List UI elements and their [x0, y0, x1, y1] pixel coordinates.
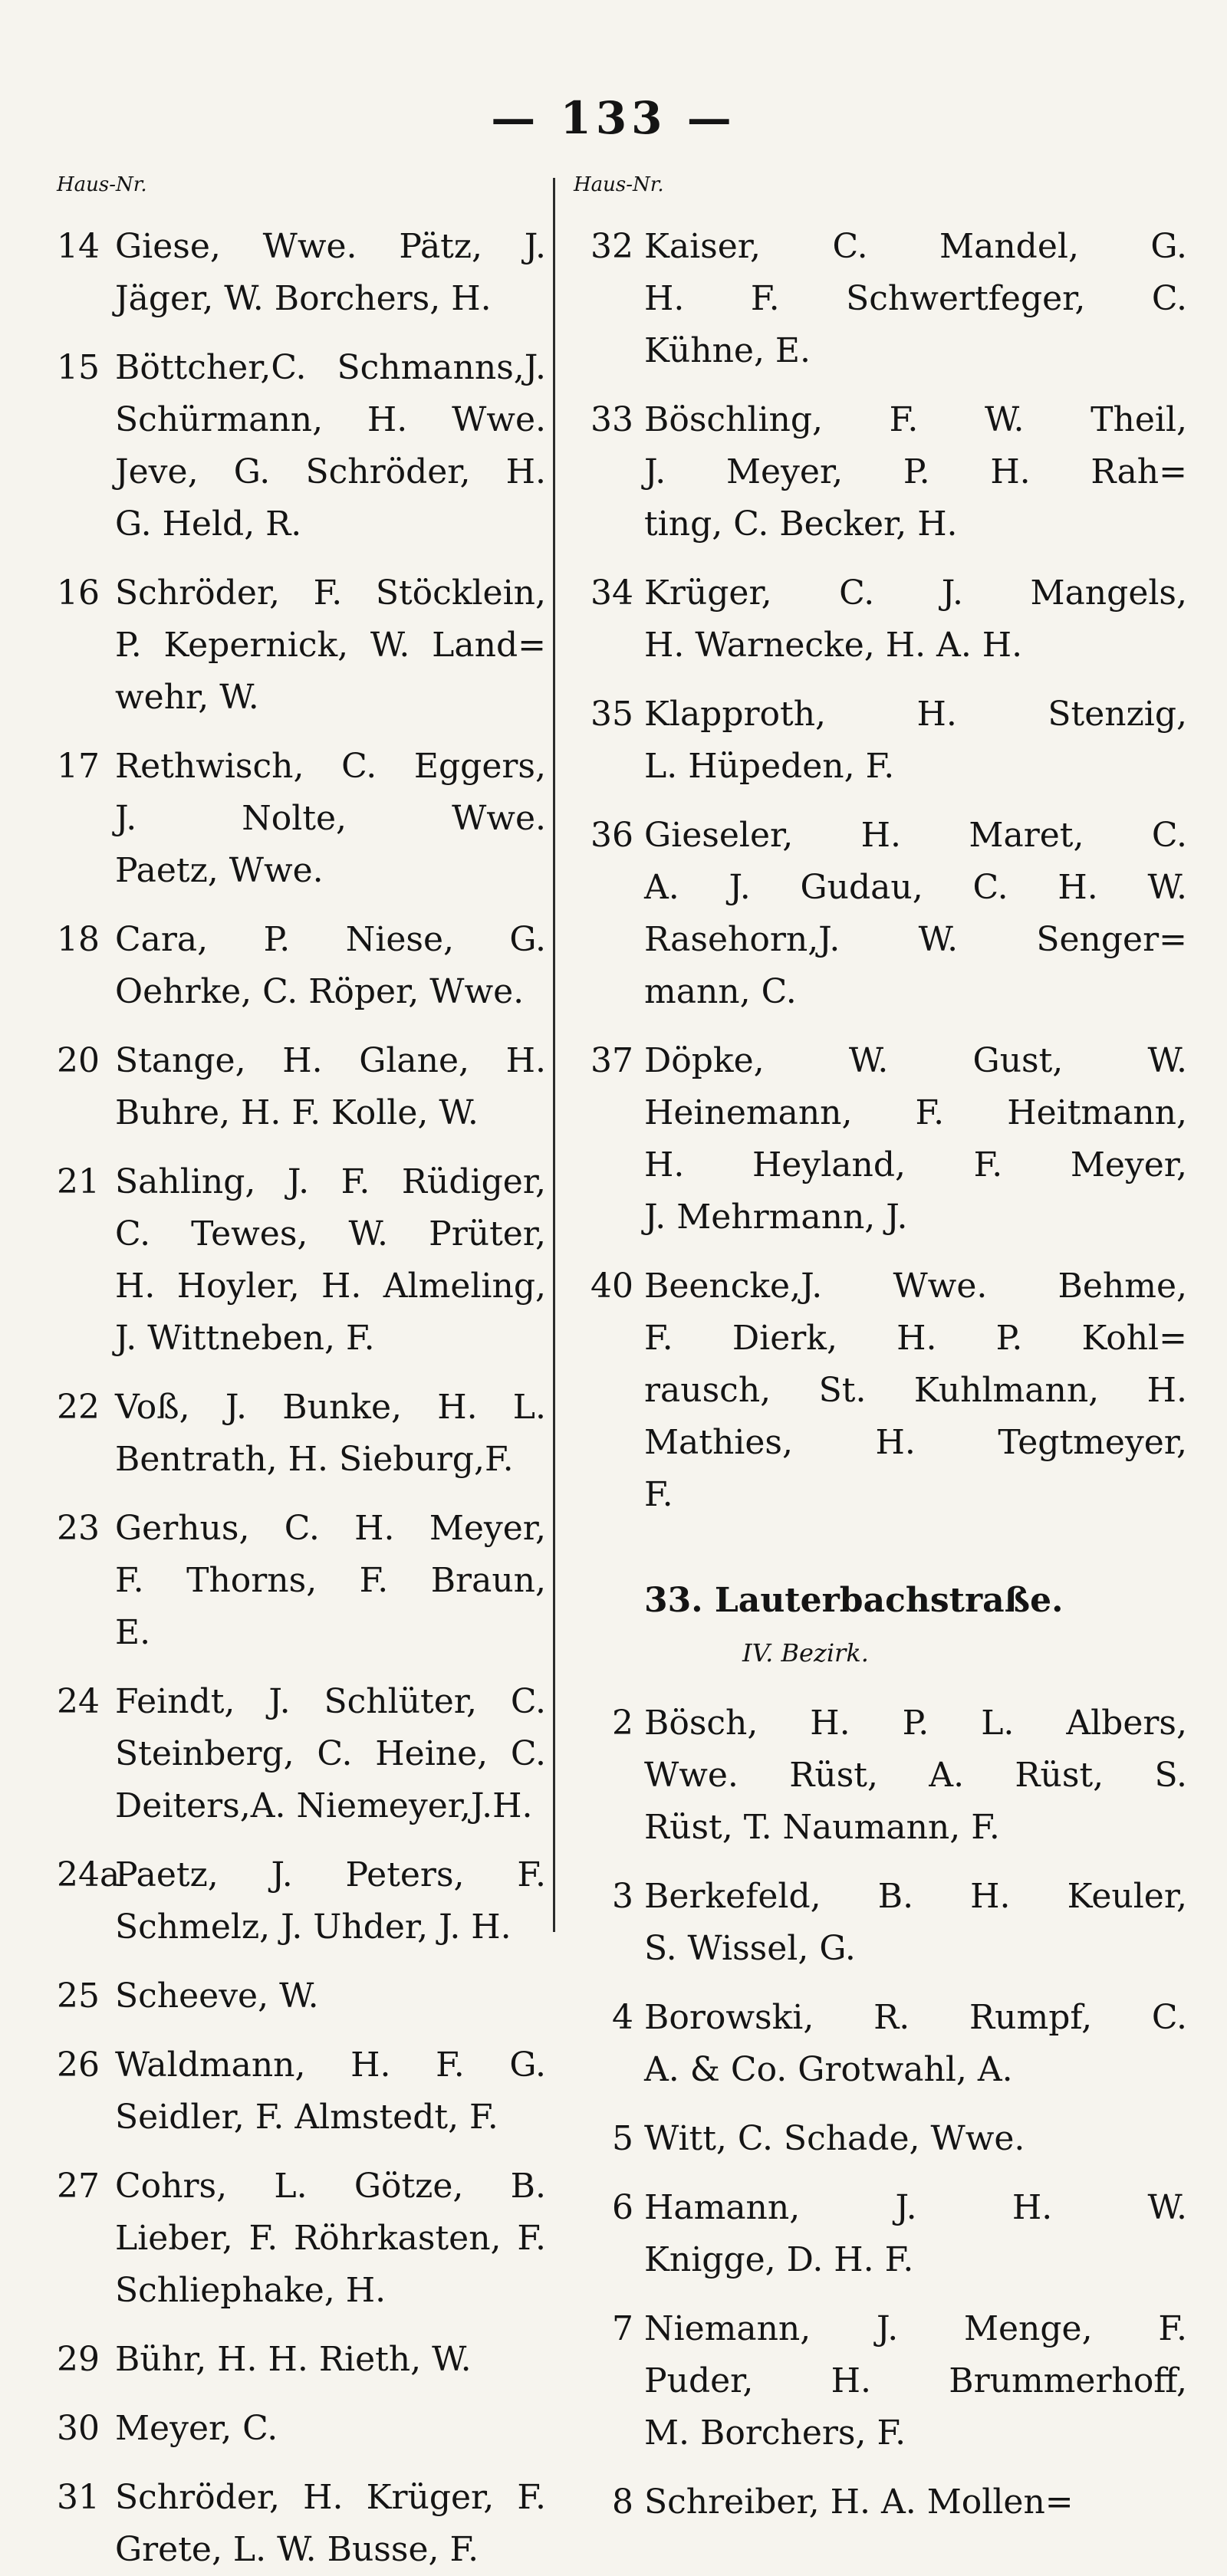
house-entry	[57, 342, 546, 550]
resident-line: Berkefeld, B. H. Keuler,	[644, 1877, 1187, 1916]
entry-gap	[57, 724, 546, 741]
resident-lines	[644, 394, 1187, 550]
resident-line: Feindt, J. Schlüter, C.	[115, 1682, 546, 1721]
house-entry	[574, 2303, 1187, 2459]
resident-line: Seidler, F. Almstedt, F.	[115, 2098, 498, 2137]
resident-lines	[115, 1970, 546, 2022]
entry-gap	[57, 325, 546, 342]
resident-line: Jäger, W. Borchers, H.	[115, 279, 492, 318]
entry-gap	[57, 1018, 546, 1035]
resident-line: C. Tewes, W. Prüter,	[115, 1214, 546, 1254]
entry-gap	[574, 2096, 1187, 2113]
resident-line: rausch, St. Kuhlmann, H.	[644, 1371, 1187, 1410]
resident-line: Schliephake, H.	[115, 2271, 387, 2310]
resident-line: Beencke,J. Wwe. Behme,	[644, 1267, 1187, 1306]
column-divider	[553, 178, 555, 1932]
resident-lines	[115, 1676, 546, 1832]
house-entry	[57, 1382, 546, 1486]
resident-line: Sahling, J. F. Rüdiger,	[115, 1162, 546, 1201]
resident-line: Meyer, C.	[115, 2409, 278, 2448]
house-number: 37	[590, 1041, 633, 1080]
resident-lines	[115, 1156, 546, 1365]
entry-gap	[574, 1018, 1187, 1035]
house-entry	[57, 2334, 546, 2386]
resident-line: Niemann, J. Menge, F.	[644, 2309, 1187, 2348]
resident-line: Rethwisch, C. Eggers,	[115, 747, 546, 786]
entry-gap	[574, 2165, 1187, 2182]
resident-line: Puder, H. Brummerhoff,	[644, 2361, 1187, 2400]
entry-gap	[574, 550, 1187, 567]
resident-line: F.	[644, 1475, 673, 1514]
house-entry	[574, 394, 1187, 550]
resident-line: Waldmann, H. F. G.	[115, 2045, 546, 2085]
house-number: 24a	[57, 1855, 120, 1894]
house-number: 6	[612, 2188, 633, 2227]
house-entry	[57, 221, 546, 325]
resident-lines	[644, 2476, 1187, 2528]
resident-lines	[644, 1697, 1187, 1854]
house-number-label-right: Haus-Nr.	[574, 173, 664, 196]
resident-lines	[115, 741, 546, 897]
resident-line: Schröder, F. Stöcklein,	[115, 573, 546, 613]
house-entry	[57, 2160, 546, 2317]
entry-gap	[57, 1139, 546, 1156]
resident-line: Schreiber, H. A. Mollen=	[644, 2482, 1074, 2522]
resident-lines	[644, 2182, 1187, 2286]
resident-line: H. Hoyler, H. Almeling,	[115, 1267, 546, 1306]
resident-line: Lieber, F. Röhrkasten, F.	[115, 2219, 546, 2258]
house-entry	[57, 1503, 546, 1659]
house-number: 23	[57, 1509, 100, 1548]
house-entry	[574, 2113, 1187, 2165]
house-number: 22	[57, 1388, 100, 1427]
resident-line: Buhre, H. F. Kolle, W.	[115, 1093, 479, 1132]
resident-lines	[115, 1035, 546, 1139]
resident-line: mann, C.	[644, 972, 797, 1011]
entry-gap	[574, 1975, 1187, 1992]
entry-gap	[57, 1365, 546, 1382]
house-entry	[57, 741, 546, 897]
resident-line: J. Mehrmann, J.	[644, 1198, 908, 1237]
resident-line: Kaiser, C. Mandel, G.	[644, 227, 1187, 266]
resident-line: Giese, Wwe. Pätz, J.	[115, 227, 546, 266]
resident-lines	[644, 2303, 1187, 2459]
house-entry	[574, 1992, 1187, 2096]
resident-lines	[115, 342, 546, 550]
resident-lines	[115, 1849, 546, 1953]
resident-line: J. Nolte, Wwe.	[115, 799, 546, 838]
house-number: 2	[612, 1704, 633, 1743]
resident-line: Bösch, H. P. L. Albers,	[644, 1704, 1187, 1743]
resident-line: Böschling, F. W. Theil,	[644, 400, 1187, 439]
house-number: 5	[612, 2119, 633, 2158]
resident-line: G. Held, R.	[115, 504, 302, 544]
section-entries	[574, 1697, 1187, 2528]
resident-line: Jeve, G. Schröder, H.	[115, 452, 546, 491]
resident-line: Kühne, E.	[644, 331, 811, 370]
house-number: 16	[57, 573, 100, 613]
entry-gap	[574, 2459, 1187, 2476]
resident-line: Bentrath, H. Sieburg,F.	[115, 1440, 514, 1479]
entry-gap	[57, 1953, 546, 1970]
resident-line: Borowski, R. Rumpf, C.	[644, 1998, 1187, 2037]
resident-lines	[115, 2160, 546, 2317]
resident-line: Knigge, D. H. F.	[644, 2240, 914, 2279]
resident-line: H. Warnecke, H. A. H.	[644, 626, 1023, 665]
house-number: 32	[590, 227, 633, 266]
resident-line: J. Meyer, P. H. Rah=	[644, 452, 1187, 491]
house-entry	[57, 1156, 546, 1365]
resident-line: Cohrs, L. Götze, B.	[115, 2167, 546, 2206]
entry-gap	[57, 2386, 546, 2403]
house-entry	[574, 2476, 1187, 2528]
house-entry	[57, 2403, 546, 2455]
resident-line: Paetz, Wwe.	[115, 851, 324, 890]
house-number: 30	[57, 2409, 100, 2448]
entry-gap	[574, 377, 1187, 394]
house-entry	[574, 221, 1187, 377]
house-entry	[574, 1697, 1187, 1854]
house-number: 34	[590, 573, 633, 613]
resident-line: Krüger, C. J. Mangels,	[644, 573, 1187, 613]
resident-lines	[115, 1503, 546, 1659]
house-entry	[574, 1871, 1187, 1975]
house-number: 29	[57, 2340, 100, 2379]
entry-gap	[574, 793, 1187, 810]
resident-lines	[115, 221, 546, 325]
resident-line: ting, C. Becker, H.	[644, 504, 958, 544]
house-entry	[57, 1970, 546, 2022]
resident-line: F. Dierk, H. P. Kohl=	[644, 1319, 1187, 1358]
entry-gap	[57, 897, 546, 914]
entry-gap	[57, 2317, 546, 2334]
resident-line: H. Heyland, F. Meyer,	[644, 1145, 1187, 1184]
house-entry	[574, 1035, 1187, 1244]
house-entry	[57, 1035, 546, 1139]
resident-line: Döpke, W. Gust, W.	[644, 1041, 1187, 1080]
resident-line: H. F. Schwertfeger, C.	[644, 279, 1187, 318]
resident-lines	[115, 2334, 546, 2386]
resident-line: P. Kepernick, W. Land=	[115, 626, 546, 665]
house-number: 15	[57, 348, 100, 387]
right-entries	[574, 221, 1187, 1521]
right-column	[574, 221, 1187, 2528]
resident-line: Klapproth, H. Stenzig,	[644, 695, 1187, 734]
resident-line: Paetz, J. Peters, F.	[115, 1855, 546, 1894]
resident-lines	[644, 221, 1187, 377]
entry-gap	[574, 1244, 1187, 1260]
resident-line: Grete, L. W. Busse, F.	[115, 2530, 479, 2569]
resident-lines	[644, 1260, 1187, 1521]
resident-lines	[115, 2403, 546, 2455]
house-number: 25	[57, 1976, 100, 2016]
house-number: 24	[57, 1682, 100, 1721]
resident-line: Hamann, J. H. W.	[644, 2188, 1187, 2227]
house-number: 31	[57, 2478, 100, 2517]
house-entry	[574, 567, 1187, 672]
resident-line: A. & Co. Grotwahl, A.	[644, 2050, 1013, 2089]
resident-line: Gieseler, H. Maret, C.	[644, 816, 1187, 855]
resident-line: Scheeve, W.	[115, 1976, 319, 2016]
entry-gap	[574, 1854, 1187, 1871]
house-number: 14	[57, 227, 100, 266]
resident-line: Voß, J. Bunke, H. L.	[115, 1388, 546, 1427]
entry-gap	[574, 672, 1187, 688]
resident-line: Steinberg, C. Heine, C.	[115, 1734, 546, 1773]
resident-line: Heinemann, F. Heitmann,	[644, 1093, 1187, 1132]
house-number: 7	[612, 2309, 633, 2348]
resident-line: F. Thorns, F. Braun,	[115, 1561, 546, 1600]
resident-line: Böttcher,C. Schmanns,J.	[115, 348, 546, 387]
section-title: 33. Lauterbachstraße.	[644, 1581, 1064, 1620]
house-number: 20	[57, 1041, 100, 1080]
house-entry	[57, 2039, 546, 2144]
resident-lines	[644, 567, 1187, 672]
resident-lines	[115, 1382, 546, 1486]
entry-gap	[57, 2022, 546, 2039]
resident-lines	[115, 914, 546, 1018]
entry-gap	[57, 2144, 546, 2160]
house-number: 26	[57, 2045, 100, 2085]
resident-lines	[644, 1035, 1187, 1244]
resident-lines	[115, 567, 546, 724]
house-number: 18	[57, 920, 100, 959]
entry-gap	[574, 2286, 1187, 2303]
resident-line: Cara, P. Niese, G.	[115, 920, 546, 959]
house-number: 36	[590, 816, 633, 855]
entry-gap	[57, 1486, 546, 1503]
resident-line: Oehrke, C. Röper, Wwe.	[115, 972, 525, 1011]
resident-lines	[115, 2472, 546, 2576]
resident-line: Gerhus, C. H. Meyer,	[115, 1509, 546, 1548]
house-number: 27	[57, 2167, 100, 2206]
resident-line: S. Wissel, G.	[644, 1929, 856, 1968]
entry-gap	[57, 2455, 546, 2472]
resident-line: J. Wittneben, F.	[115, 1319, 375, 1358]
resident-line: Schröder, H. Krüger, F.	[115, 2478, 546, 2517]
resident-line: Stange, H. Glane, H.	[115, 1041, 546, 1080]
resident-line: E.	[115, 1613, 151, 1652]
house-entry	[574, 1260, 1187, 1521]
resident-line: Deiters,A. Niemeyer,J.H.	[115, 1786, 533, 1825]
house-number: 35	[590, 695, 633, 734]
house-entry	[574, 688, 1187, 793]
house-number: 4	[612, 1998, 633, 2037]
resident-line: A. J. Gudau, C. H. W.	[644, 868, 1187, 907]
house-entry	[574, 810, 1187, 1018]
resident-line: Rüst, T. Naumann, F.	[644, 1808, 1000, 1847]
resident-lines	[115, 2039, 546, 2144]
page-number: — 133 —	[491, 92, 736, 144]
resident-line: Schmelz, J. Uhder, J. H.	[115, 1907, 512, 1947]
house-number: 3	[612, 1877, 633, 1916]
house-entry	[57, 567, 546, 724]
resident-line: L. Hüpeden, F.	[644, 747, 895, 786]
house-number: 40	[590, 1267, 633, 1306]
house-entry	[57, 2472, 546, 2576]
resident-line: Schürmann, H. Wwe.	[115, 400, 546, 439]
house-entry	[57, 1849, 546, 1953]
house-entry	[574, 2182, 1187, 2286]
entry-gap	[57, 1659, 546, 1676]
left-column	[57, 221, 546, 2576]
resident-line: Rasehorn,J. W. Senger=	[644, 920, 1187, 959]
entry-gap	[57, 550, 546, 567]
house-number: 21	[57, 1162, 100, 1201]
entry-gap	[57, 1832, 546, 1849]
resident-lines	[644, 2113, 1187, 2165]
resident-line: Witt, C. Schade, Wwe.	[644, 2119, 1025, 2158]
resident-line: Bühr, H. H. Rieth, W.	[115, 2340, 472, 2379]
house-number-label-left: Haus-Nr.	[57, 173, 147, 196]
house-entry	[57, 914, 546, 1018]
resident-line: M. Borchers, F.	[644, 2413, 906, 2453]
section-subtitle: IV. Bezirk.	[742, 1638, 869, 1668]
house-number: 8	[612, 2482, 633, 2522]
resident-lines	[644, 810, 1187, 1018]
house-number: 17	[57, 747, 100, 786]
resident-lines	[644, 1871, 1187, 1975]
resident-line: wehr, W.	[115, 678, 259, 717]
house-number: 33	[590, 400, 633, 439]
resident-line: Wwe. Rüst, A. Rüst, S.	[644, 1756, 1187, 1795]
resident-lines	[644, 1992, 1187, 2096]
house-entry	[57, 1676, 546, 1832]
resident-line: Mathies, H. Tegtmeyer,	[644, 1423, 1187, 1462]
resident-lines	[644, 688, 1187, 793]
